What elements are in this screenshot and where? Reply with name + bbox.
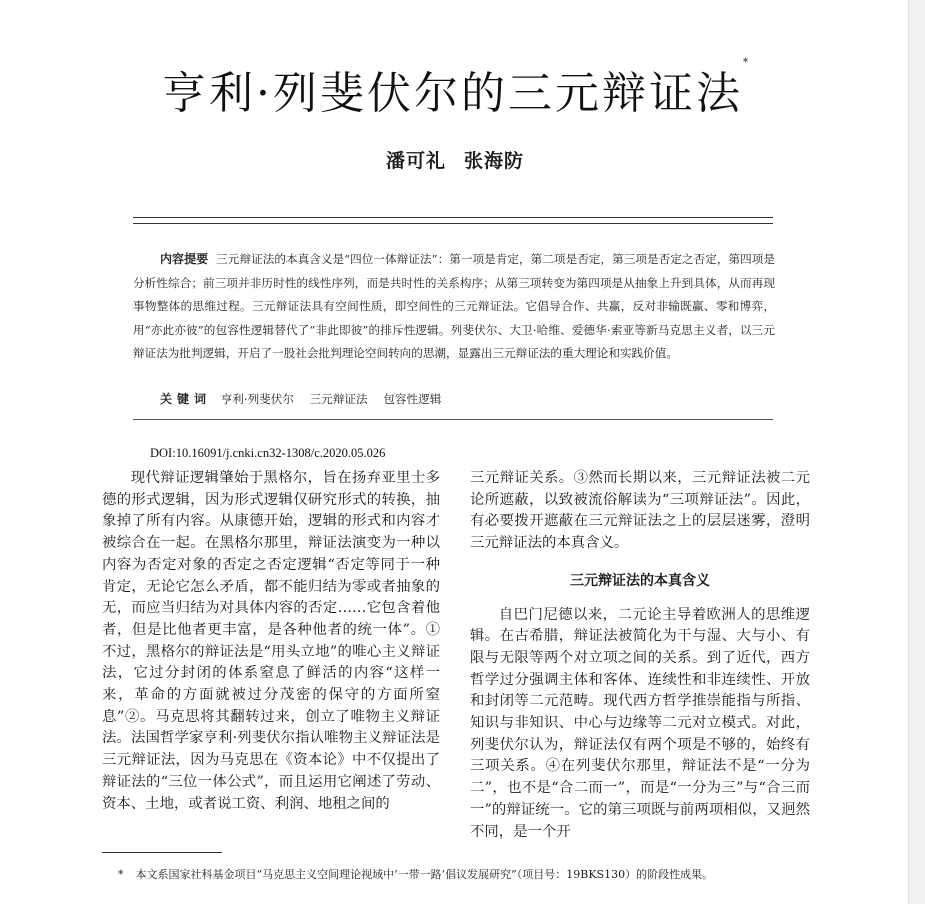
abstract	[133, 248, 775, 366]
author-2: 张海防	[464, 150, 525, 172]
footnote-text: 本文系国家社科基金项目“马克思主义空间理论视域中‘一带一路’倡议发展研究”（项目号：19BKS130）的阶段性成果。	[135, 868, 714, 881]
abstract-text: 三元辩证法的本真含义是“四位一体辩证法”：第一项是肯定，第二项是否定，第三项是否定之否定，第四项是分析性综合；前三项并非历时性的线性序列，而是共时性的关系构序；从第三项转变为第四项是从抽象上升到具体，从而再现事物整体的思维过程。三元辩证法具有空间性质，即空间性的三元辩证法。它倡导合作、共赢，反对非输既赢、零和博弈，用“亦此亦彼”的包容性逻辑替代了“非此即彼”的排斥性逻辑。列斐伏尔、大卫·哈维、爱德华·索亚等新马克思主义者，以三元辩证法为批判逻辑，开启了一股社会批判理论空间转向的思潮，显露出三元辩证法的重大理论和实践价值。	[133, 252, 775, 361]
right-column	[470, 468, 810, 843]
left-column	[102, 468, 440, 815]
keyword-item: 亨利·列斐伏尔	[220, 392, 294, 406]
body-paragraph: 自巴门尼德以来，二元论主导着欧洲人的思维逻辑。在古希腊，辩证法被简化为干与湿、大与小、有限与无限等两个对立项之间的关系。到了近代，西方哲学过分强调主体和客体、连续性和非连续性、开放和封闭等二元范畴。现代西方哲学推崇能指与所指、知识与非知识、中心与边缘等二元对立模式。对此，列斐伏尔认为，辩证法仅有两个项是不够的，始终有三项关系。④在列斐伏尔那里，辩证法不是“一分为二”，也不是“合二而一”，而是“一分为三”与“合三而一”的辩证统一。它的第三项既与前两项相似，又迥然不同，是一个开	[470, 606, 810, 840]
vertical-scrollbar[interactable]	[908, 0, 925, 904]
body-paragraph: 现代辩证逻辑肇始于黑格尔，旨在扬弃亚里士多德的形式逻辑，因为形式逻辑仅研究形式的转换，抽象掉了所有内容。从康德开始，逻辑的形式和内容才被综合在一起。在黑格尔那里，辩证法演变为一种以内容为否定对象的否定之否定逻辑“否定等同于一种肯定，无论它怎么矛盾，都不能归结为零或者抽象的无，而应当归结为对具体内容的否定……它包含着他者，但是比他者更丰富，是各种他者的统一体”。①不过，黑格尔的辩证法是“用头立地”的唯心主义辩证法，它过分封闭的体系窒息了鲜活的内容“这样一来，革命的方面就被过分茂密的保守的方面所窒息”②。马克思将其翻转过来，创立了唯物主义辩证法。法国哲学家亨利·列斐伏尔指认唯物主义辩证法是三元辩证法，因为马克思在《资本论》中不仅提出了辩证法的“三位一体公式”，而且运用它阐述了劳动、资本、土地，或者说工资、利润、地租之间的	[102, 470, 440, 812]
title-footnote-mark: *	[743, 57, 748, 69]
footnote-mark: *	[118, 868, 124, 881]
body-paragraph: 三元辩证关系。③然而长期以来，三元辩证法被二元论所遮蔽，以致被流俗解读为“三项辩证法”。因此，有必要拨开遮蔽在三元辩证法之上的层层迷雾，澄明三元辩证法的本真含义。	[470, 470, 810, 552]
paper-title	[0, 57, 910, 121]
title-text: 亨利·列斐伏尔的三元辩证法	[162, 68, 743, 120]
footnote-rule	[102, 852, 222, 853]
footnote	[118, 866, 713, 882]
doi: DOI:10.16091/j.cnki.cn32-1308/c.2020.05.026	[150, 446, 386, 460]
section-heading: 三元辩证法的本真含义	[570, 572, 710, 589]
author-1: 潘可礼	[385, 150, 446, 172]
keyword-item: 包容性逻辑	[383, 392, 442, 406]
author-list	[0, 146, 910, 173]
keywords	[160, 390, 453, 407]
keywords-label: 关键词	[160, 392, 212, 406]
abstract-label: 内容提要	[160, 252, 209, 266]
keyword-item: 三元辩证法	[309, 392, 368, 406]
abstract-top-rule	[133, 217, 773, 224]
abstract-bottom-rule	[133, 419, 773, 420]
